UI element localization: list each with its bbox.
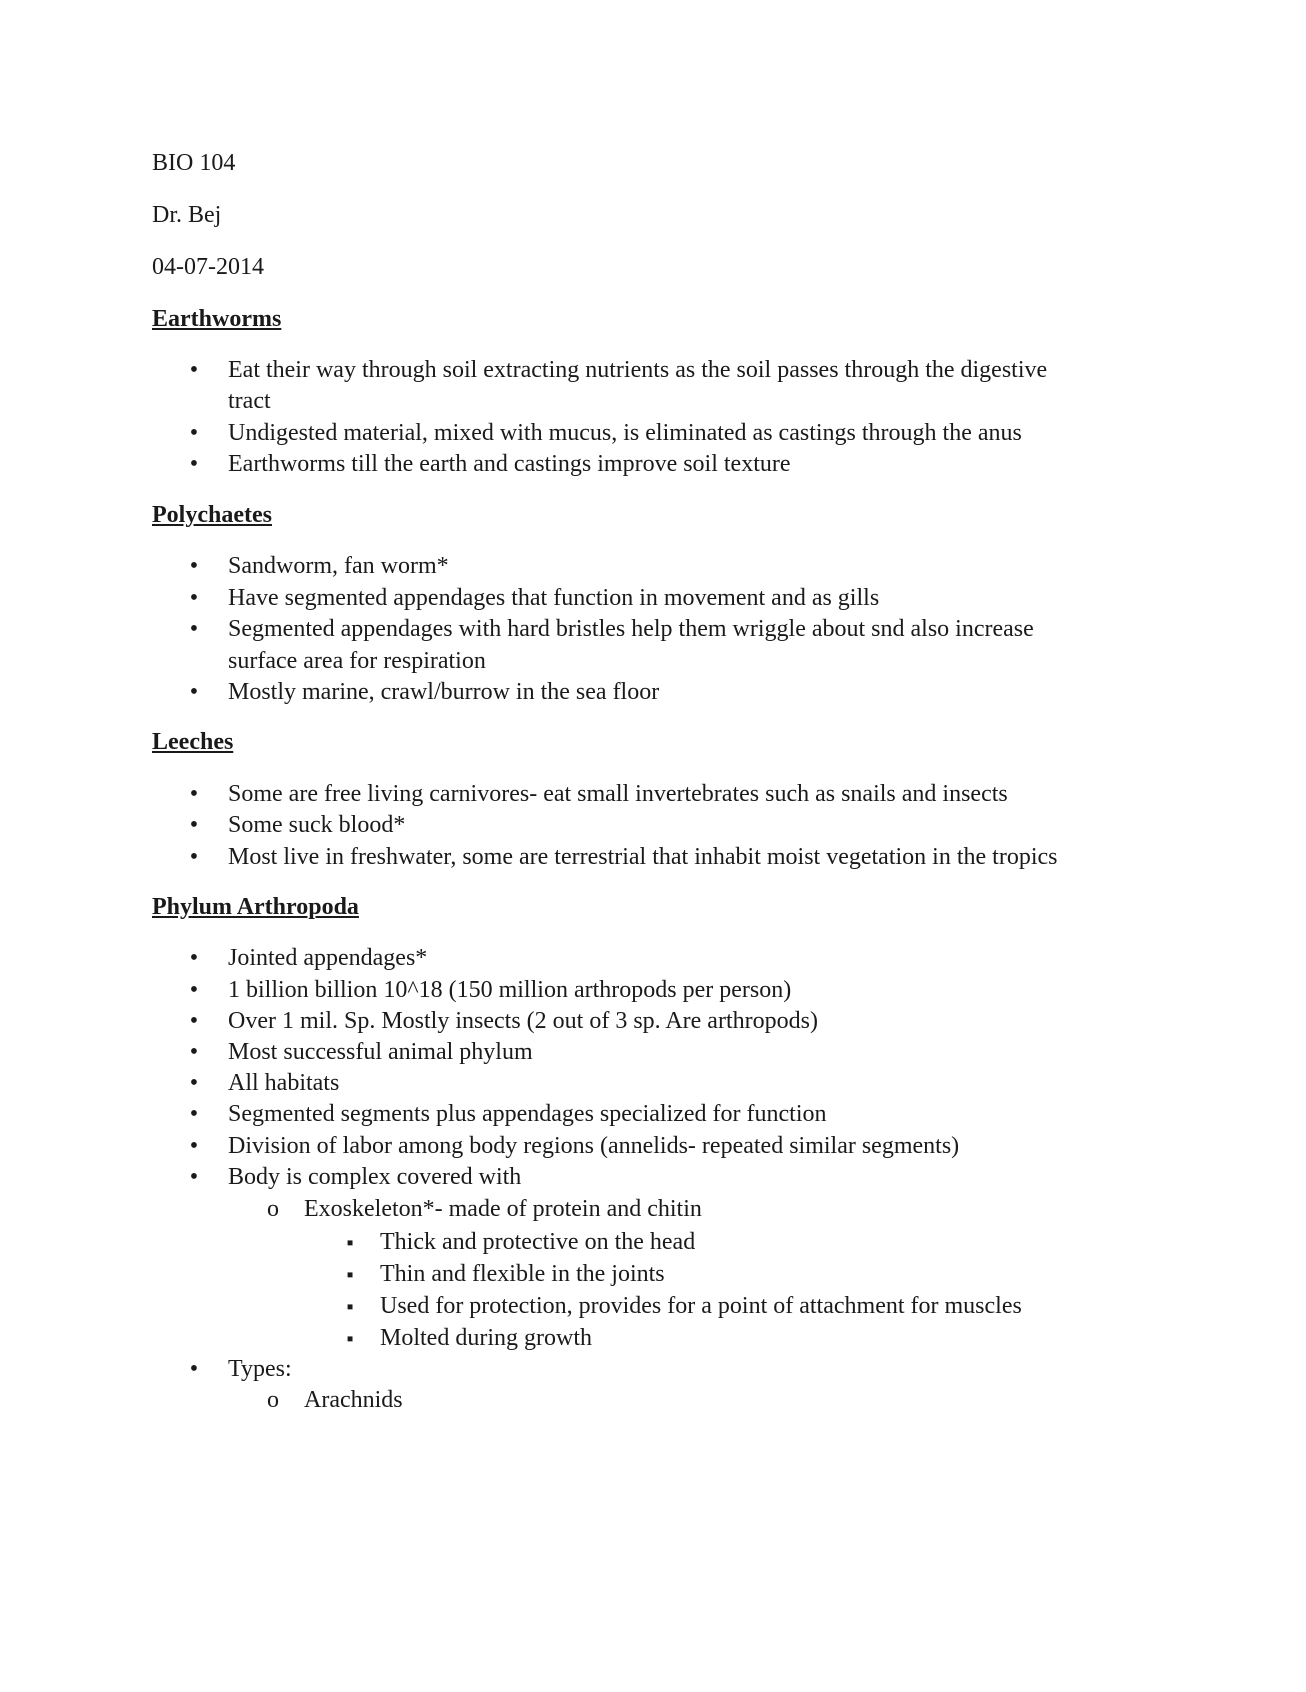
list-item: 1 billion billion 10^18 (150 million arthropods per person) — [228, 977, 792, 1003]
list-item-continuation: tract — [228, 388, 271, 414]
list-item: Types: — [228, 1356, 292, 1382]
list-item: All habitats — [228, 1070, 340, 1096]
list-item: Jointed appendages* — [228, 945, 428, 971]
bullet-icon — [182, 1131, 206, 1161]
bullet-icon — [182, 1162, 206, 1192]
sub-sub-list-item: Molted during growth — [380, 1325, 592, 1351]
sub-list-item: Exoskeleton*- made of protein and chitin — [304, 1196, 702, 1222]
list-item: Eat their way through soil extracting nutrients as the soil passes through the digestive — [228, 357, 1048, 383]
square-bullet-icon — [338, 1323, 362, 1354]
section-heading-earthworms: Earthworms — [152, 306, 282, 332]
section-heading-polychaetes: Polychaetes — [152, 502, 272, 528]
list-item: Some are free living carnivores- eat small invertebrates such as snails and insects — [228, 781, 1008, 807]
bullet-icon — [182, 779, 206, 809]
sub-sub-list-item: Thin and flexible in the joints — [380, 1261, 665, 1287]
bullet-icon — [182, 449, 206, 479]
list-item: Body is complex covered with — [228, 1164, 522, 1190]
circle-bullet-icon — [261, 1194, 285, 1224]
bullet-icon — [182, 1068, 206, 1098]
instructor-name: Dr. Bej — [152, 202, 222, 228]
sub-list-item: Arachnids — [304, 1387, 403, 1413]
bullet-icon — [182, 551, 206, 581]
date: 04-07-2014 — [152, 254, 264, 280]
bullet-icon — [182, 975, 206, 1005]
list-item-continuation: surface area for respiration — [228, 648, 486, 674]
bullet-icon — [182, 355, 206, 385]
bullet-icon — [182, 1006, 206, 1036]
circle-bullet-icon — [261, 1385, 285, 1415]
square-bullet-icon — [338, 1291, 362, 1322]
list-item: Undigested material, mixed with mucus, is eliminated as castings through the anus — [228, 420, 1022, 446]
sub-sub-list-item: Thick and protective on the head — [380, 1229, 696, 1255]
bullet-icon — [182, 943, 206, 973]
bullet-icon — [182, 614, 206, 644]
list-item: Earthworms till the earth and castings improve soil texture — [228, 451, 791, 477]
bullet-icon — [182, 583, 206, 613]
sub-sub-list-item: Used for protection, provides for a point of attachment for muscles — [380, 1293, 1022, 1319]
list-item: Segmented segments plus appendages specialized for function — [228, 1101, 827, 1127]
bullet-icon — [182, 810, 206, 840]
list-item: Division of labor among body regions (annelids- repeated similar segments) — [228, 1133, 960, 1159]
bullet-icon — [182, 1354, 206, 1384]
bullet-icon — [182, 677, 206, 707]
list-item: Sandworm, fan worm* — [228, 553, 449, 579]
course-code: BIO 104 — [152, 150, 236, 176]
section-heading-arthropoda: Phylum Arthropoda — [152, 894, 359, 920]
bullet-icon — [182, 842, 206, 872]
square-bullet-icon — [338, 1227, 362, 1258]
list-item: Over 1 mil. Sp. Mostly insects (2 out of 3 sp. Are arthropods) — [228, 1008, 818, 1034]
list-item: Some suck blood* — [228, 812, 406, 838]
bullet-icon — [182, 1099, 206, 1129]
list-item: Mostly marine, crawl/burrow in the sea floor — [228, 679, 660, 705]
bullet-icon — [182, 418, 206, 448]
section-heading-leeches: Leeches — [152, 729, 234, 755]
list-item: Most successful animal phylum — [228, 1039, 533, 1065]
square-bullet-icon — [338, 1259, 362, 1290]
list-item: Most live in freshwater, some are terrestrial that inhabit moist vegetation in the tropics — [228, 844, 1058, 870]
bullet-icon — [182, 1037, 206, 1067]
list-item: Segmented appendages with hard bristles help them wriggle about snd also increase — [228, 616, 1034, 642]
list-item: Have segmented appendages that function in movement and as gills — [228, 585, 880, 611]
